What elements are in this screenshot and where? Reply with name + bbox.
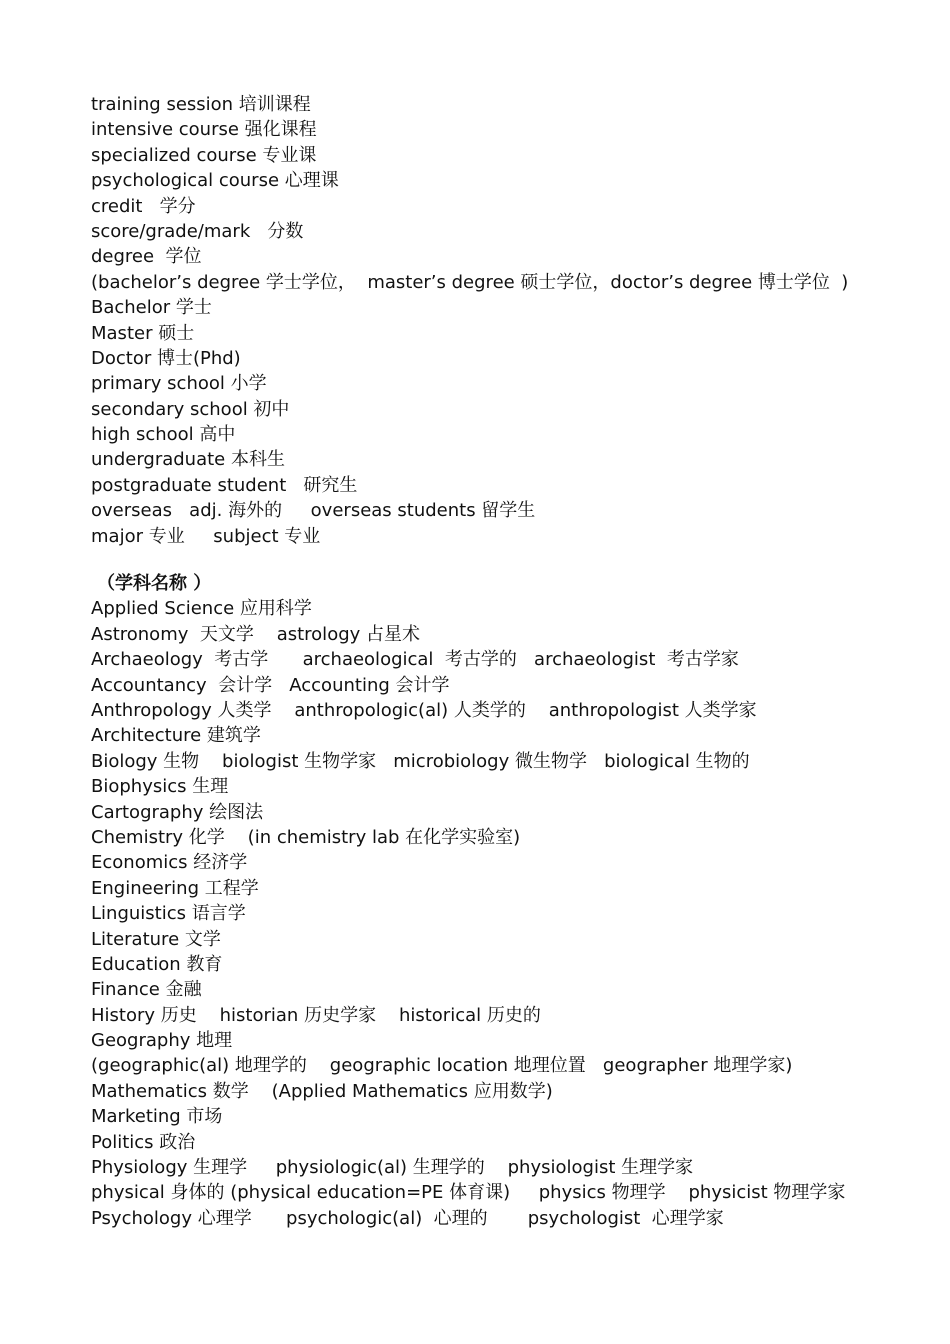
section-heading: （学科名称 ） [97, 573, 212, 595]
vocab-line: Doctor 博士(Phd) [91, 347, 241, 369]
vocab-line: Engineering 工程学 [91, 877, 259, 899]
vocab-line: psychological course 心理课 [91, 170, 339, 192]
vocab-line: Cartography 绘图法 [91, 801, 264, 823]
vocab-line: degree 学位 [91, 246, 202, 268]
vocab-line: Anthropology 人类学 anthropologic(al) 人类学的 anthropologist 人类学家 [91, 699, 757, 721]
vocab-line: Chemistry 化学 (in chemistry lab 在化学实验室) [91, 826, 521, 848]
vocab-line: History 历史 historian 历史学家 historical 历史的 [91, 1004, 541, 1026]
vocab-line: Accountancy 会计学 Accounting 会计学 [91, 674, 450, 696]
vocab-line: (geographic(al) 地理学的 geographic location 地理位置 geographer 地理学家) [91, 1055, 793, 1077]
vocab-line: Physiology 生理学 physiologic(al) 生理学的 physiologist 生理学家 [91, 1157, 694, 1179]
vocab-line: training session 培训课程 [91, 94, 311, 115]
vocab-line: Education 教育 [91, 953, 223, 975]
vocab-line: score/grade/mark 分数 [91, 220, 304, 242]
vocab-line: primary school 小学 [91, 373, 267, 395]
vocab-line: major 专业 subject 专业 [91, 525, 321, 547]
vocab-line: Mathematics 数学 (Applied Mathematics 应用数学) [91, 1080, 553, 1102]
vocab-line: physical 身体的 (physical education=PE 体育课) physics 物理学 physicist 物理学家 [91, 1182, 846, 1204]
vocab-line: postgraduate student 研究生 [91, 474, 358, 496]
vocab-line: Marketing 市场 [91, 1106, 223, 1128]
vocab-line: Linguistics 语言学 [91, 903, 246, 925]
vocab-line: Astronomy 天文学 astrology 占星术 [91, 623, 421, 645]
vocab-line: Politics 政治 [91, 1131, 196, 1153]
vocab-line: Archaeology 考古学 archaeological 考古学的 archaeologist 考古学家 [91, 649, 739, 671]
vocab-line: undergraduate 本科生 [91, 449, 285, 471]
vocab-line: credit 学分 [91, 195, 196, 217]
section-spacer [91, 549, 911, 571]
vocab-line: overseas adj. 海外的 overseas students 留学生 [91, 500, 536, 522]
document-page [91, 92, 911, 1231]
vocab-line: Architecture 建筑学 [91, 725, 261, 747]
vocab-line: Biology 生物 biologist 生物学家 microbiology 微生物学 biological 生物的 [91, 750, 750, 772]
vocab-line: Master 硕士 [91, 322, 195, 344]
vocab-line: Economics 经济学 [91, 852, 248, 874]
vocab-line: Applied Science 应用科学 [91, 598, 312, 620]
vocab-line: secondary school 初中 [91, 398, 290, 420]
vocab-line: Psychology 心理学 psychologic(al) 心理的 psychologist 心理学家 [91, 1207, 724, 1229]
vocab-line: Geography 地理 [91, 1030, 233, 1052]
vocab-line: (bachelor’s degree 学士学位， master’s degree 硕士学位，doctor’s degree 博士学位 ) [91, 271, 849, 293]
vocab-line: intensive course 强化课程 [91, 119, 317, 141]
vocab-line: Biophysics 生理 [91, 776, 229, 798]
vocab-line: high school 高中 [91, 424, 236, 446]
vocab-line: Literature 文学 [91, 928, 221, 950]
vocab-line: Finance 金融 [91, 979, 202, 1001]
vocab-line: Bachelor 学士 [91, 297, 212, 319]
vocab-line: specialized course 专业课 [91, 144, 317, 166]
